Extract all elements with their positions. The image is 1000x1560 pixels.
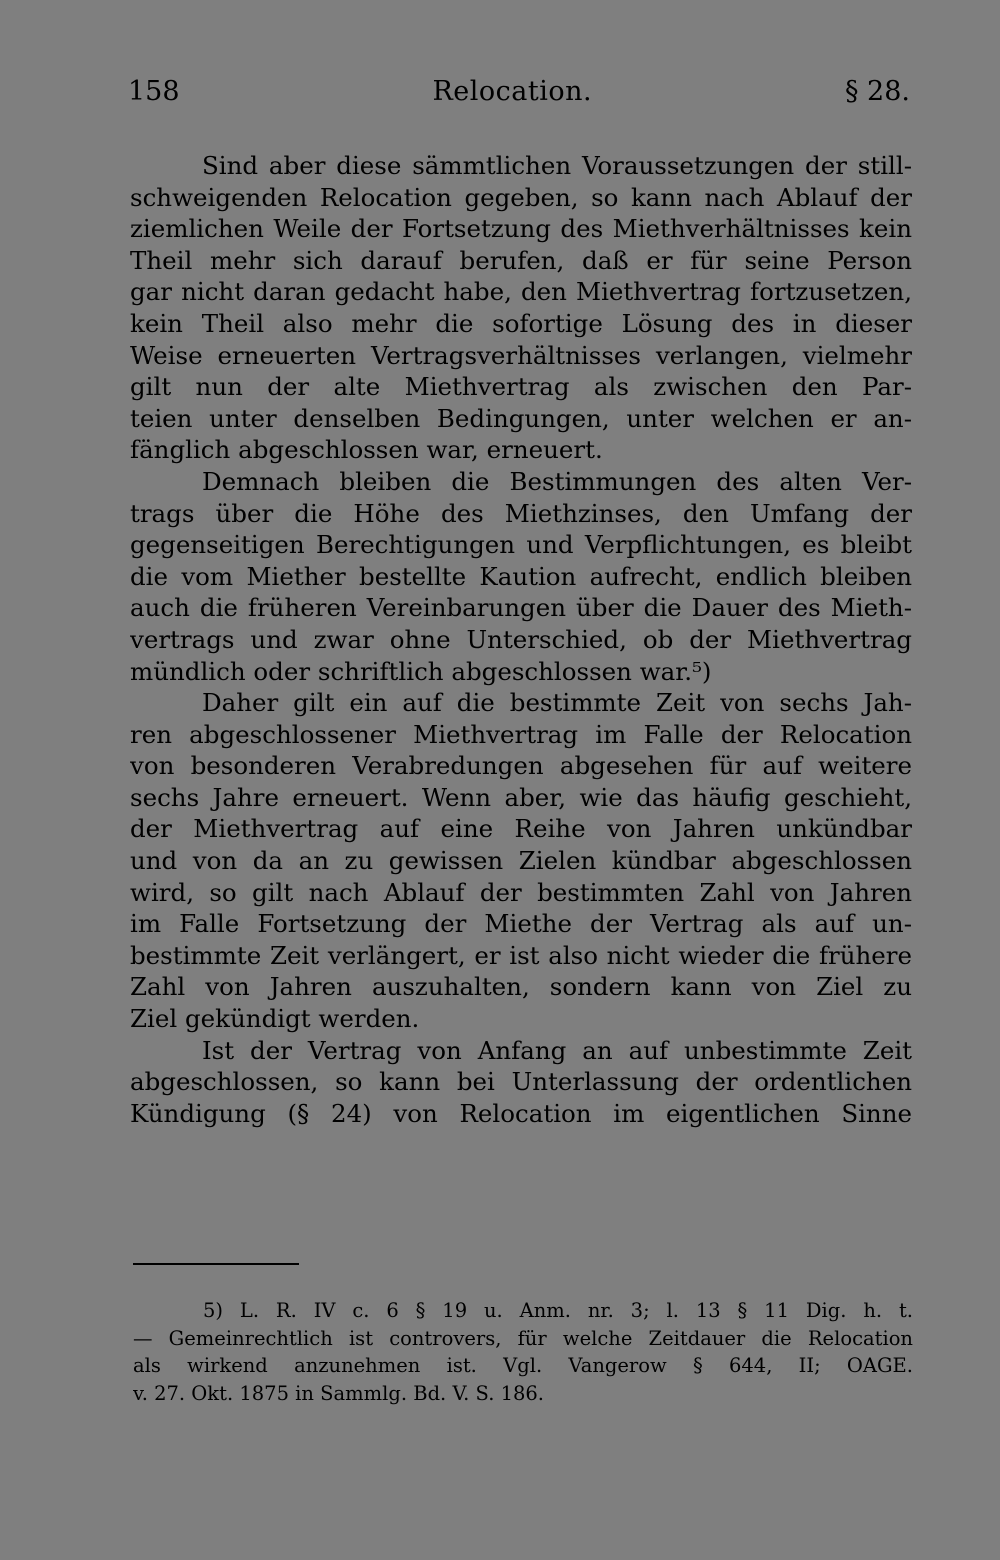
- footnotes: [133, 1297, 913, 1407]
- paragraph: [130, 150, 912, 466]
- text-line: Daher gilt ein auf die bestimmte Zeit von sechs Jah-: [202, 688, 912, 718]
- text-line: gar nicht daran gedacht habe, den Miethvertrag fortzusetzen,: [130, 277, 912, 307]
- text-line: abgeschlossen, so kann bei Unterlassung der ordentlichen: [130, 1067, 912, 1097]
- text-line: sechs Jahre erneuert. Wenn aber, wie das häufig geschieht,: [130, 782, 912, 812]
- text-line: Demnach bleiben die Bestimmungen des alten Ver-: [202, 466, 912, 496]
- text-line: Ziel gekündigt werden.: [130, 1004, 420, 1034]
- text-line: ziemlichen Weile der Fortsetzung des Miethverhältnisses kein: [130, 214, 912, 244]
- footnote-line: 5) L. R. IV c. 6 § 19 u. Anm. nr. 3; l. 13 § 11 Dig. h. t.: [203, 1299, 913, 1322]
- text-line: die vom Miether bestellte Kaution aufrecht, endlich bleiben: [130, 561, 912, 591]
- text-line: und von da an zu gewissen Zielen kündbar abgeschlossen: [130, 846, 912, 876]
- section-number: § 28.: [844, 76, 910, 107]
- text-line: schweigenden Relocation gegeben, so kann nach Ablauf der: [130, 182, 912, 212]
- text-line: Zahl von Jahren auszuhalten, sondern kann von Ziel zu: [130, 972, 912, 1002]
- footnote-line: v. 27. Okt. 1875 in Sammlg. Bd. V. S. 186.: [133, 1381, 545, 1405]
- text-line: fänglich abgeschlossen war, erneuert.: [130, 435, 603, 465]
- paragraph: [130, 466, 912, 687]
- text-line: teien unter denselben Bedingungen, unter welchen er an-: [130, 403, 912, 433]
- text-line: Theil mehr sich darauf berufen, daß er für seine Person: [130, 245, 912, 275]
- text-line: ren abgeschlossener Miethvertrag im Falle der Relocation: [130, 719, 912, 749]
- page-header: [128, 76, 910, 120]
- text-line: von besonderen Verabredungen abgesehen für auf weitere: [130, 751, 912, 781]
- text-line: kein Theil also mehr die sofortige Lösung des in dieser: [130, 308, 912, 338]
- text-line: Kündigung (§ 24) von Relocation im eigentlichen Sinne: [130, 1098, 912, 1128]
- footnote-rule: [133, 1263, 299, 1265]
- text-line: bestimmte Zeit verlängert, er ist also nicht wieder die frühere: [130, 940, 912, 970]
- page-number: 158: [128, 76, 180, 107]
- paragraph: [130, 1035, 912, 1130]
- text-line: Ist der Vertrag von Anfang an auf unbestimmte Zeit: [202, 1035, 912, 1065]
- text-line: gilt nun der alte Miethvertrag als zwischen den Par-: [130, 372, 912, 402]
- text-line: Sind aber diese sämmtlichen Voraussetzungen der still-: [202, 151, 912, 180]
- text-line: wird, so gilt nach Ablauf der bestimmten Zahl von Jahren: [130, 877, 912, 907]
- paragraph: [130, 687, 912, 1035]
- text-line: Weise erneuerten Vertragsverhältnisses verlangen, vielmehr: [130, 340, 912, 370]
- footnote-line: — Gemeinrechtlich ist controvers, für welche Zeitdauer die Relocation: [133, 1326, 913, 1350]
- running-title: Relocation.: [432, 76, 593, 107]
- text-line: auch die früheren Vereinbarungen über die Dauer des Mieth-: [130, 593, 912, 623]
- text-line: mündlich oder schriftlich abgeschlossen war.⁵): [130, 656, 712, 686]
- text-line: trags über die Höhe des Miethzinses, den Umfang der: [130, 498, 912, 528]
- body-text: [130, 150, 912, 1129]
- text-line: vertrags und zwar ohne Unterschied, ob der Miethvertrag: [130, 624, 912, 654]
- text-line: im Falle Fortsetzung der Miethe der Vertrag als auf un-: [130, 909, 912, 939]
- text-line: gegenseitigen Berechtigungen und Verpflichtungen, es bleibt: [130, 530, 912, 560]
- footnote-line: als wirkend anzunehmen ist. Vgl. Vangerow § 644, II; OAGE.: [133, 1354, 913, 1377]
- text-line: der Miethvertrag auf eine Reihe von Jahren unkündbar: [130, 814, 912, 844]
